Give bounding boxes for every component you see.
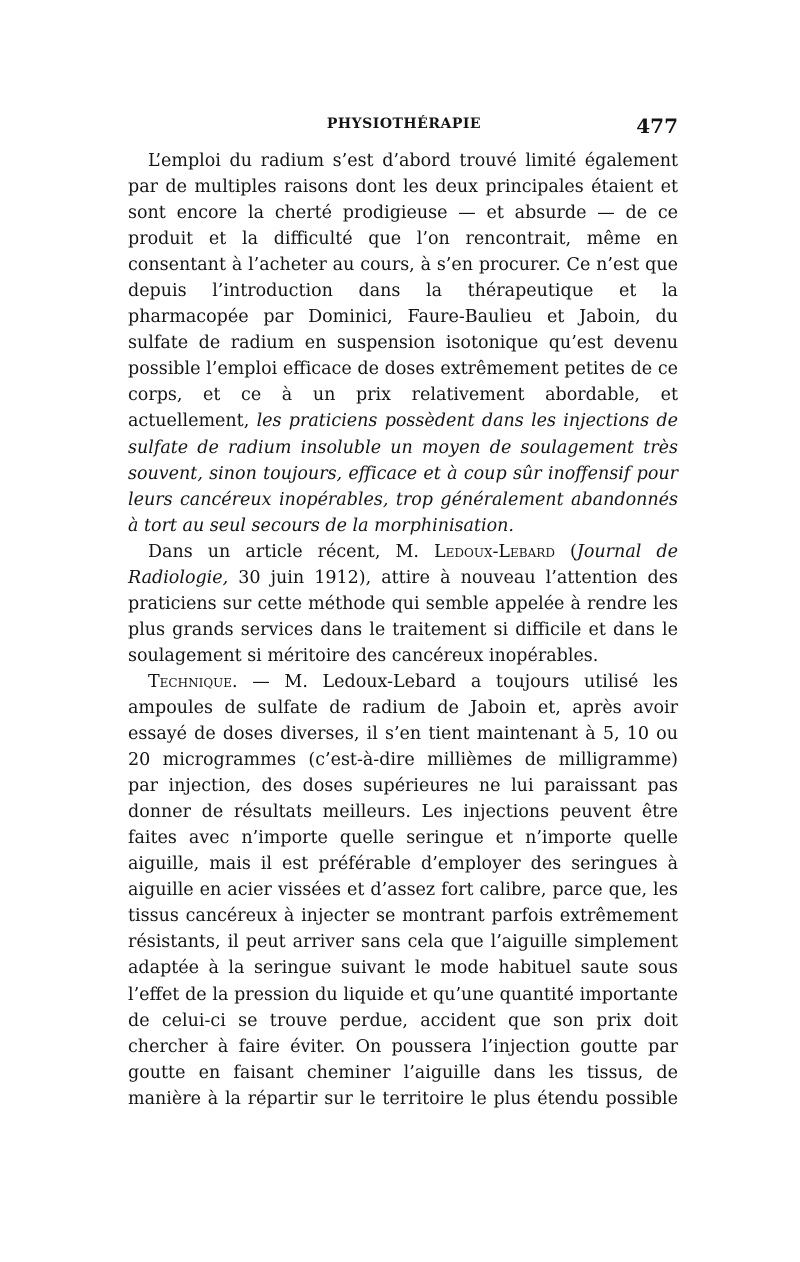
section-heading-technique: Technique. bbox=[148, 671, 238, 692]
paragraph-1-text: L’emploi du radium s’est d’abord trouvé limité également par de multiples raisons dont les deux principales étaient et sont encore la cherté prodigieuse — et absurde — de ce produit et la difficulté que l’on rencontrait, même en consentant à l’acheter au cours, à s’en procurer. Ce n’est que depuis l’introduction dans la thérapeutique et la pharmacopée par Dominici, Faure-Baulieu et Jaboin, du sulfate de radium en suspension isotonique qu’est devenu possible l’emploi efficace de doses extrêmement petites de ce corps, et ce à un prix relativement abordable, et actuellement, bbox=[128, 151, 678, 432]
open-paren: ( bbox=[570, 541, 577, 562]
paragraph-1-emphasis: les praticiens possèdent dans les injections de sulfate de radium insoluble un moyen de soulagement très souvent, sinon toujours, efficace et à coup sûr inoffensif pour leurs cancéreux inopérables, trop généralement abandonnés à tort au seul secours de la morphinisation. bbox=[128, 411, 678, 536]
paragraph-2-intro: Dans un article récent, M. bbox=[148, 541, 419, 562]
paragraph-article bbox=[128, 539, 678, 669]
paragraph-radium-usage bbox=[128, 148, 678, 539]
running-head bbox=[130, 116, 678, 142]
author-name: Ledoux-Lebard bbox=[434, 541, 555, 562]
page-number: 477 bbox=[636, 114, 678, 138]
journal-title: Journal de Radiologie, bbox=[128, 541, 678, 588]
paragraph-technique bbox=[128, 669, 678, 1112]
running-title: PHYSIOTHÉRAPIE bbox=[326, 116, 482, 132]
paragraph-2-text: 30 juin 1912), attire à nouveau l’attention des praticiens sur cette méthode qui semble appelée à rendre les plus grands services dans le traitement si difficile et dans le soulagement si méritoire des cancéreux inopérables. bbox=[128, 567, 678, 666]
body-text bbox=[128, 148, 678, 1112]
paragraph-3-text: — M. Ledoux-Lebard a toujours utilisé les ampoules de sulfate de radium de Jaboin et, après avoir essayé de doses diverses, il s’en tient maintenant à 5, 10 ou 20 microgrammes (c’est-à-dire millièmes de milligramme) par injection, des doses supérieures ne lui paraissant pas donner de résultats meilleurs. Les injections peuvent être faites avec n’importe quelle seringue et n’importe quelle aiguille, mais il est préférable d’employer des seringues à aiguille en acier vissées et d’assez fort calibre, parce que, les tissus cancéreux à injecter se montrant parfois extrêmement résistants, il peut arriver sans cela que l’aiguille simplement adaptée à la seringue suivant le mode habituel saute sous l’effet de la pression du liquide et qu’une quantité importante de celui-ci se trouve perdue, accident que son prix doit chercher à faire éviter. On poussera l’injection goutte par goutte en faisant cheminer l’aiguille dans les tissus, de manière à la répartir sur le territoire le plus étendu possible bbox=[128, 671, 678, 1109]
